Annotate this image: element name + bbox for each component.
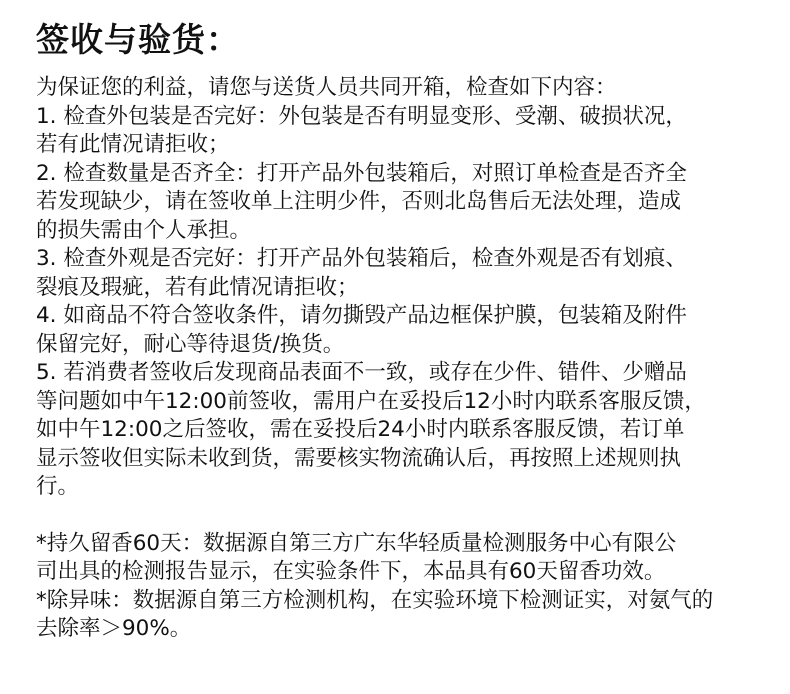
footnote-odor-removal: [36, 587, 770, 644]
item-line: 4. 如商品不符合签收条件，请勿撕毁产品边框保护膜，包装箱及附件: [36, 303, 687, 328]
item-line: 保留完好，耐心等待退货/换货。: [36, 331, 345, 357]
item-line: 5. 若消费者签收后发现商品表面不一致，或存在少件、错件、少赠品: [36, 360, 687, 385]
item-line: 若发现缺少，请在签收单上注明少件，否则北岛售后无法处理，造成: [36, 189, 682, 214]
footnote-line: 去除率＞90%。: [36, 616, 192, 641]
item-line: 2. 检查数量是否齐全：打开产品外包装箱后，对照订单检查是否齐全: [36, 160, 687, 186]
item-line: 行。: [36, 474, 80, 499]
footnote-fragrance: [36, 530, 770, 587]
page-title: 签收与验货：: [36, 20, 240, 59]
item-line: 显示签收但实际未收到货，需要核实物流确认后，再按照上述规则执: [36, 445, 682, 471]
intro-text: 为保证您的利益，请您与送货人员共同开箱，检查如下内容：: [36, 75, 617, 100]
item-line: 1. 检查外包装是否完好：外包装是否有明显变形、受潮、破损状况，: [36, 103, 687, 129]
inspection-item-1: [36, 103, 770, 160]
item-line: 若有此情况请拒收；: [36, 132, 230, 157]
inspection-item-2: [36, 160, 770, 246]
footnote-line: *除异味：数据源自第三方检测机构，在实验环境下检测证实，对氨气的: [36, 587, 714, 613]
inspection-list: [36, 103, 770, 502]
item-line: 的损失需由个人承担。: [36, 217, 252, 243]
item-line: 3. 检查外观是否完好：打开产品外包装箱后，检查外观是否有划痕、: [36, 246, 687, 271]
item-line: 等问题如中午12:00前签收，需用户在妥投后12小时内联系客服反馈，: [36, 388, 706, 414]
inspection-item-3: [36, 245, 770, 302]
inspection-item-4: [36, 302, 770, 359]
footnote-line: 司出具的检测报告显示，在实验条件下，本品具有60天留香功效。: [36, 559, 666, 584]
item-line: 裂痕及瑕疵，若有此情况请拒收；: [36, 274, 359, 300]
footnotes: [36, 530, 770, 644]
item-line: 如中午12:00之后签收，需在妥投后24小时内联系客服反馈，若订单: [36, 417, 685, 442]
inspection-item-5: [36, 359, 770, 502]
footnote-line: *持久留香60天：数据源自第三方广东华轻质量检测服务中心有限公: [36, 530, 677, 556]
